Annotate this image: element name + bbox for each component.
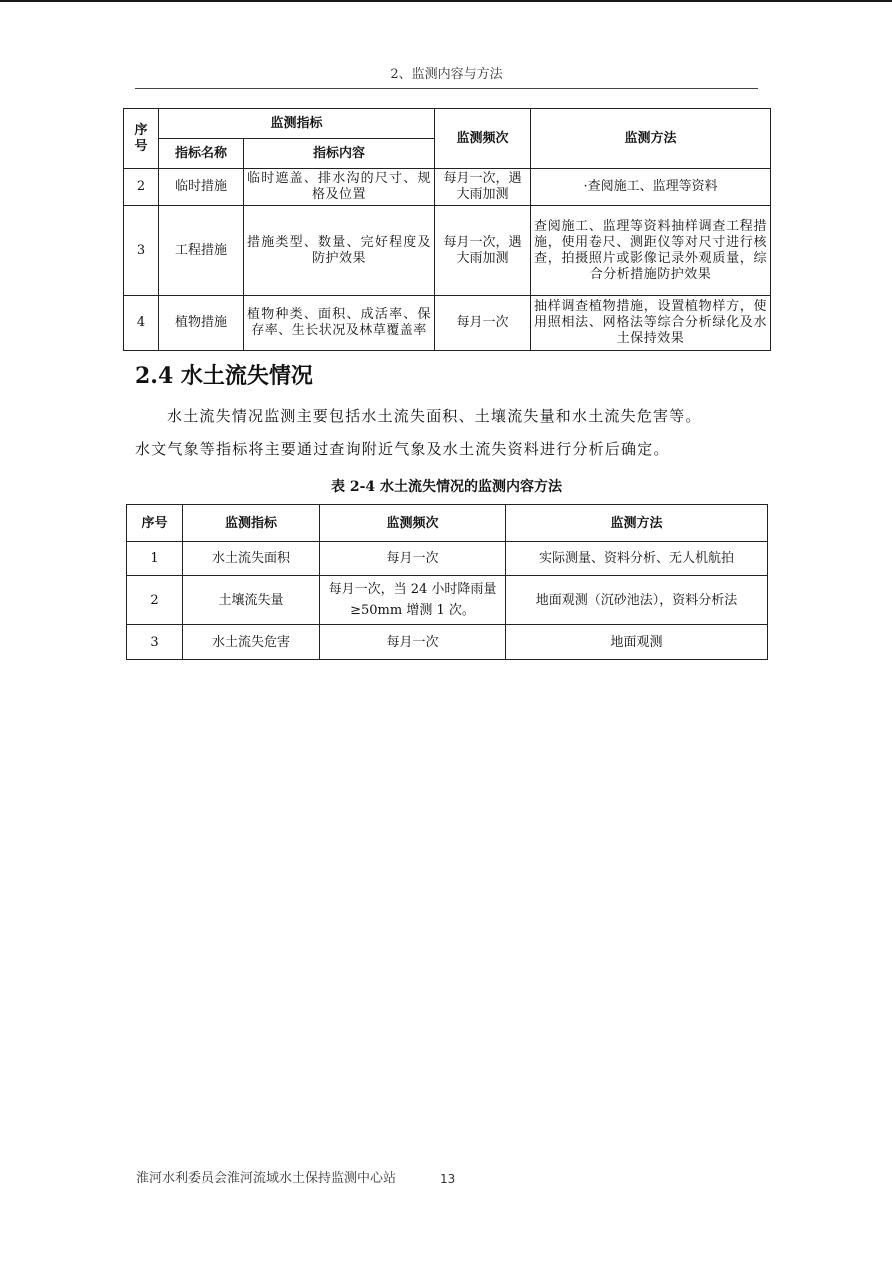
footer-organization: 淮河水利委员会淮河流域水土保持监测中心站: [136, 1171, 397, 1186]
row-seq: 4: [124, 296, 159, 351]
table-row: [127, 542, 768, 576]
header-indicator: 监测指标: [183, 505, 320, 542]
row-seq: 1: [127, 542, 183, 576]
header-seq: 序号: [124, 109, 159, 169]
row-content: 植物种类、面积、成活率、保存率、生长状况及林草覆盖率: [244, 296, 435, 351]
header-frequency: 监测频次: [320, 505, 506, 542]
row-seq: 3: [124, 206, 159, 296]
row-frequency: 每月一次，遇大雨加测: [435, 169, 531, 206]
monitoring-indicators-table: [123, 108, 771, 351]
table-row: [124, 296, 771, 351]
row-method: ·查阅施工、监理等资料: [531, 169, 771, 206]
table-row: [124, 169, 771, 206]
row-content: 临时遮盖、排水沟的尺寸、规格及位置: [244, 169, 435, 206]
table-row: [124, 206, 771, 296]
row-frequency: 每月一次，遇大雨加测: [435, 206, 531, 296]
header-frequency: 监测频次: [435, 109, 531, 169]
row-method: 实际测量、资料分析、无人机航拍: [506, 542, 768, 576]
header-indicator-name: 指标名称: [159, 139, 244, 169]
header-method: 监测方法: [506, 505, 768, 542]
table-row: [127, 576, 768, 625]
row-indicator: 水土流失危害: [183, 625, 320, 660]
row-name: 工程措施: [159, 206, 244, 296]
header-indicator-group: 监测指标: [159, 109, 435, 139]
soil-erosion-monitoring-table: [126, 504, 768, 660]
row-name: 植物措施: [159, 296, 244, 351]
row-indicator: 土壤流失量: [183, 576, 320, 625]
header-seq: 序号: [127, 505, 183, 542]
page-number: 13: [440, 1172, 456, 1186]
row-method: 地面观测（沉砂池法），资料分析法: [506, 576, 768, 625]
top-border-line: [0, 0, 892, 2]
row-seq: 3: [127, 625, 183, 660]
header-method: 监测方法: [531, 109, 771, 169]
table-caption: 表 2-4 水土流失情况的监测内容方法: [330, 479, 563, 495]
row-indicator: 水土流失面积: [183, 542, 320, 576]
header-indicator-content: 指标内容: [244, 139, 435, 169]
table-header-row: [127, 505, 768, 542]
table-header-row: [124, 109, 771, 139]
running-header: 2、监测内容与方法: [135, 66, 758, 89]
row-frequency: 每月一次，当 24 小时降雨量≥50mm 增测 1 次。: [320, 576, 506, 625]
row-seq: 2: [127, 576, 183, 625]
row-content: 措施类型、数量、完好程度及防护效果: [244, 206, 435, 296]
row-method: 地面观测: [506, 625, 768, 660]
row-seq: 2: [124, 169, 159, 206]
row-frequency: 每月一次: [435, 296, 531, 351]
body-paragraph: 水文气象等指标将主要通过查询附近气象及水土流失资料进行分析后确定。: [135, 440, 670, 458]
section-heading: 2.4 水土流失情况: [135, 363, 313, 389]
row-name: 临时措施: [159, 169, 244, 206]
row-frequency: 每月一次: [320, 625, 506, 660]
table-row: [127, 625, 768, 660]
row-frequency: 每月一次: [320, 542, 506, 576]
body-paragraph: 水土流失情况监测主要包括水土流失面积、土壤流失量和水土流失危害等。: [167, 407, 702, 425]
row-method: 抽样调查植物措施，设置植物样方，使用照相法、网格法等综合分析绿化及水土保持效果: [531, 296, 771, 351]
row-method: 查阅施工、监理等资料抽样调查工程措施，使用卷尺、测距仪等对尺寸进行核查，拍摄照片或影像记录外观质量，综合分析措施防护效果: [531, 206, 771, 296]
